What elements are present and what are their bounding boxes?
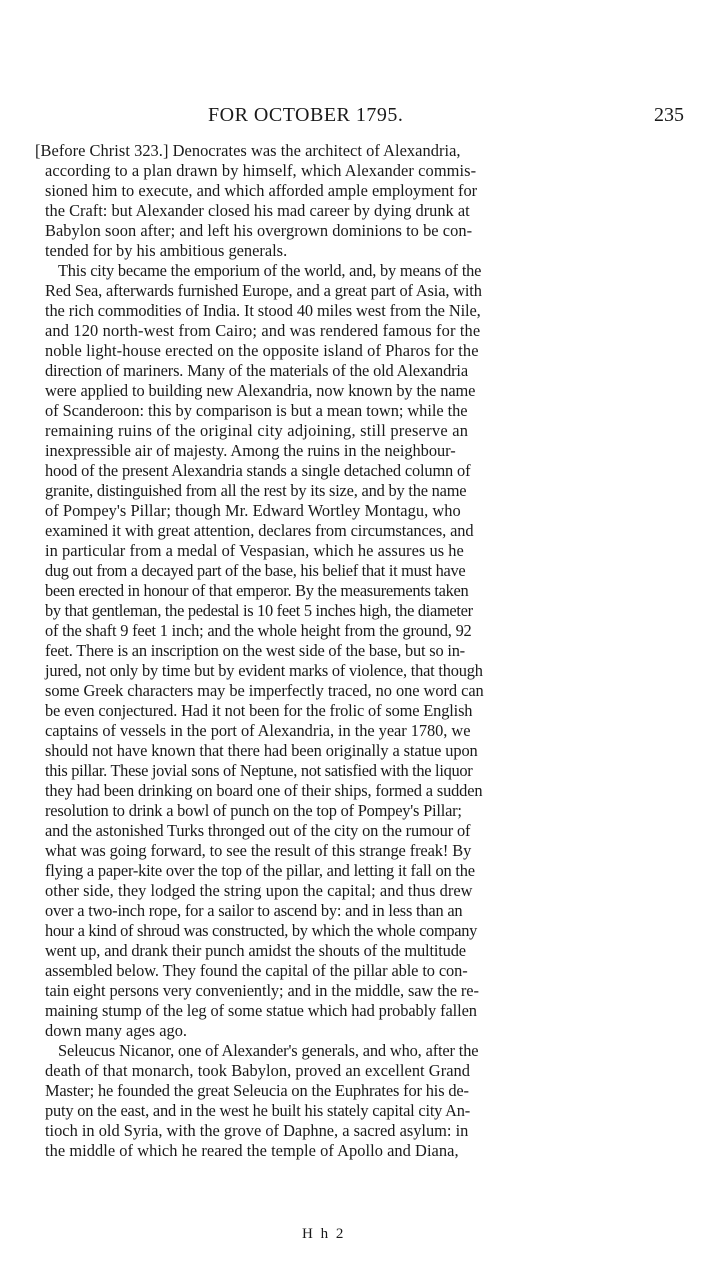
text-line: down many ages ago. [45,1021,188,1040]
text-line: hood of the present Alexandria stands a single detached column of [45,461,471,480]
text-line: Babylon soon after; and left his overgrown dominions to be con- [45,221,473,240]
signature-mark: H h 2 [302,1226,346,1242]
text-line: be even conjectured. Had it not been for the frolic of some English [45,701,473,720]
text-line: and 120 north-west from Cairo; and was rendered famous for the [45,321,481,340]
page-number: 235 [654,104,684,126]
text-line: tain eight persons very conveniently; and in the middle, saw the re- [45,981,479,1000]
text-line: inexpressible air of majesty. Among the ruins in the neighbour- [45,441,456,460]
text-line: went up, and drank their punch amidst the shouts of the multitude [45,941,466,960]
text-line: maining stump of the leg of some statue which had probably fallen [45,1001,477,1020]
text-line: and the astonished Turks thronged out of the city on the rumour of [45,821,471,840]
text-line: in particular from a medal of Vespasian, which he assures us he [45,541,464,560]
text-line: been erected in honour of that emperor. By the measurements taken [45,581,469,600]
text-line: they had been drinking on board one of their ships, formed a sudden [45,781,483,800]
text-line: hour a kind of shroud was constructed, by which the whole company [45,921,478,940]
text-line: the rich commodities of India. It stood 40 miles west from the Nile, [45,301,481,320]
text-line: should not have known that there had been originally a statue upon [45,741,478,760]
text-line: of Pompey's Pillar; though Mr. Edward Wortley Montagu, who [45,501,461,520]
text-line: Red Sea, afterwards furnished Europe, and a great part of Asia, with [45,281,482,300]
text-line: jured, not only by time but by evident marks of violence, that though [45,661,483,680]
text-line: some Greek characters may be imperfectly traced, no one word can [45,681,484,700]
text-line: direction of mariners. Many of the materials of the old Alexandria [45,361,468,380]
text-line: Seleucus Nicanor, one of Alexander's generals, and who, after the [58,1041,479,1060]
text-line: This city became the emporium of the world, and, by means of the [58,261,482,280]
text-line: the middle of which he reared the temple of Apollo and Diana, [45,1141,459,1160]
text-line: by that gentleman, the pedestal is 10 feet 5 inches high, the diameter [45,601,473,620]
running-title: FOR OCTOBER 1795. [208,104,404,126]
text-line: granite, distinguished from all the rest by its size, and by the name [45,481,467,500]
text-line: tended for by his ambitious generals. [45,241,288,260]
text-line: the Craft: but Alexander closed his mad career by dying drunk at [45,201,470,220]
text-line: resolution to drink a bowl of punch on the top of Pompey's Pillar; [45,801,462,820]
text-line: flying a paper-kite over the top of the pillar, and letting it fall on the [45,861,475,880]
text-line: [Before Christ 323.] Denocrates was the architect of Alexandria, [35,141,461,160]
text-line: feet. There is an inscription on the west side of the base, but so in- [45,641,465,660]
text-line: captains of vessels in the port of Alexandria, in the year 1780, we [45,721,471,740]
text-line: dug out from a decayed part of the base, his belief that it must have [45,561,466,580]
text-line: what was going forward, to see the result of this strange freak! By [45,841,472,860]
text-line: sioned him to execute, and which afforded ample employment for [45,181,478,200]
text-line: remaining ruins of the original city adjoining, still preserve an [45,421,469,440]
text-line: other side, they lodged the string upon the capital; and thus drew [45,881,473,900]
text-line: over a two-inch rope, for a sailor to ascend by: and in less than an [45,901,463,920]
text-line: of Scanderoon: this by comparison is but a mean town; while the [45,401,468,420]
text-line: Master; he founded the great Seleucia on the Euphrates for his de- [45,1081,469,1100]
text-line: noble light-house erected on the opposite island of Pharos for the [45,341,479,360]
text-line: of the shaft 9 feet 1 inch; and the whole height from the ground, 92 [45,621,472,640]
text-line: examined it with great attention, declares from circumstances, and [45,521,474,540]
text-line: tioch in old Syria, with the grove of Daphne, a sacred asylum: in [45,1121,469,1140]
text-line: assembled below. They found the capital of the pillar able to con- [45,961,468,980]
text-line: this pillar. These jovial sons of Neptune, not satisfied with the liquor [45,761,473,780]
text-line: puty on the east, and in the west he built his stately capital city An- [45,1101,471,1120]
text-line: according to a plan drawn by himself, which Alexander commis- [45,161,477,180]
text-line: were applied to building new Alexandria, now known by the name [45,381,476,400]
text-line: death of that monarch, took Babylon, proved an excellent Grand [45,1061,471,1080]
